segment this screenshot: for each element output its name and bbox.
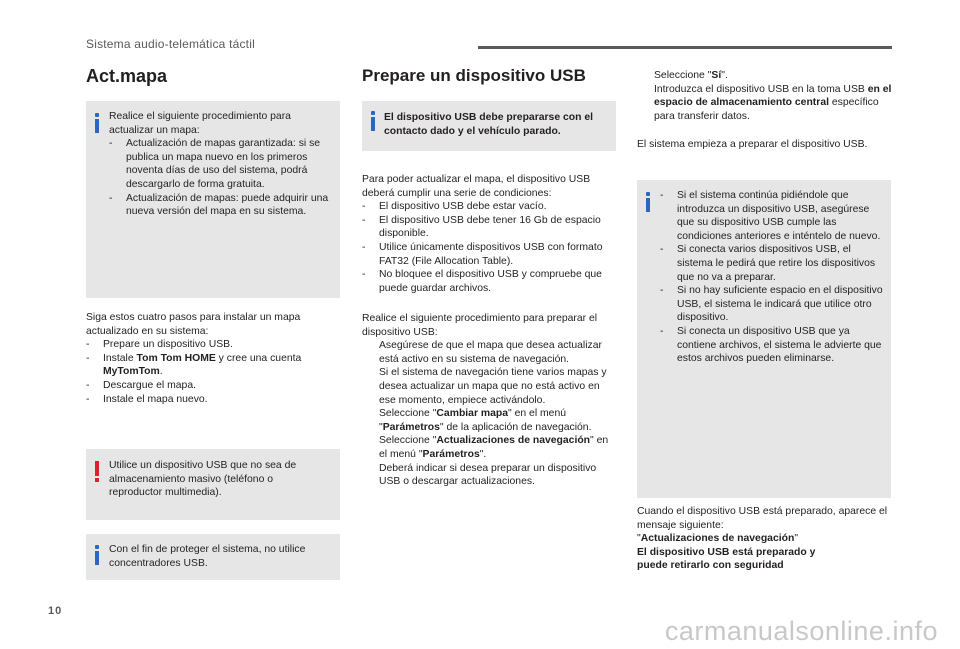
message-title: "Actualizaciones de navegación" — [637, 533, 799, 545]
info-box-usb-prepare — [362, 101, 616, 151]
info-box-troubleshooting — [637, 180, 891, 498]
list-item: - Instale Tom Tom HOME y cree una cuenta MyTomTom. — [86, 352, 302, 378]
list-item: - Actualización de mapas: puede adquirir una nueva versión del mapa en su sistema. — [109, 192, 329, 218]
ready-message-block — [637, 505, 893, 573]
paragraph: Para poder actualizar el mapa, el dispositivo USB deberá cumplir una serie de condiciones: — [362, 174, 591, 199]
list-item: - Si no hay suficiente espacio en el dispositivo USB, el sistema le indicará que utilice otro dispositivo. — [660, 285, 883, 324]
list-item: - Descargue el mapa. — [86, 379, 196, 391]
page-number: 10 — [48, 605, 63, 617]
section-heading-act-mapa: Act.mapa — [86, 66, 168, 86]
usb-steps-continued — [637, 69, 893, 123]
warning-box — [86, 449, 340, 520]
info-box-intro: Realice el siguiente procedimiento para actualizar un mapa: — [109, 111, 291, 136]
list-item: Asegúrese de que el mapa que desea actualizar está activo en su sistema de navegación. — [379, 340, 602, 365]
list-item: Deberá indicar si desea preparar un dispositivo USB o descargar actualizaciones. — [379, 462, 597, 488]
list-item: Seleccione "Actualizaciones de navegación" en el menú "Parámetros". — [379, 435, 609, 460]
watermark: carmanualsonline.info — [664, 616, 938, 646]
section-heading-prepare-usb: Prepare un dispositivo USB — [362, 66, 586, 85]
message-line: El dispositivo USB está preparado y — [637, 546, 816, 558]
list-item: - Si el sistema continúa pidiéndole que introduzca un dispositivo USB, asegúrese que su dispositivo USB cumple las condiciones anteriores e inténtelo de nuevo. — [660, 190, 881, 242]
info-text: Con el fin de proteger el sistema, no utilice concentradores USB. — [109, 544, 306, 569]
list-item: - Instale el mapa nuevo. — [86, 393, 208, 405]
header-rule — [478, 46, 892, 49]
list-item: - Si conecta un dispositivo USB que ya contiene archivos, el sistema le advierte que estos archivos pueden eliminarse. — [660, 325, 882, 365]
paragraph: Cuando el dispositivo USB está preparado, aparece el mensaje siguiente: — [637, 506, 888, 531]
info-text: El dispositivo USB debe prepararse con el contacto dado y el vehículo parado. — [384, 112, 594, 137]
list-item: - El dispositivo USB debe tener 16 Gb de espacio disponible. — [362, 214, 601, 240]
list-item: - Prepare un dispositivo USB. — [86, 339, 233, 351]
list-item: Seleccione "Cambiar mapa" en el menú "Parámetros" de la aplicación de navegación. — [379, 408, 592, 433]
list-item-continuation: Si el sistema de navegación tiene varios mapas y desea actualizar un mapa que no está activo en ese momento, empiece activándolo. — [379, 367, 607, 406]
info-box-usb-hubs — [86, 534, 340, 580]
steps-block — [86, 311, 340, 406]
info-box-map-update — [86, 101, 340, 298]
list-item: Introduzca el dispositivo USB en la toma USB en el espacio de almacenamiento central específico para transferir datos. — [654, 83, 892, 122]
list-item: - Si conecta varios dispositivos USB, el sistema le pedirá que retire los dispositivos que no va a preparar. — [660, 244, 876, 283]
warning-text: Utilice un dispositivo USB que no sea de almacenamiento masivo (teléfono o reproductor multimedia). — [109, 460, 297, 499]
message-line: puede retirarlo con seguridad — [637, 560, 784, 572]
paragraph: Realice el siguiente procedimiento para preparar el dispositivo USB: — [362, 313, 598, 338]
list-item: - El dispositivo USB debe estar vacío. — [362, 201, 547, 213]
usb-conditions-block — [362, 173, 618, 295]
paragraph: El sistema empieza a preparar el dispositivo USB. — [637, 139, 868, 150]
chapter-title: Sistema audio-telemática táctil — [86, 37, 255, 51]
list-item: Seleccione "Sí". — [654, 70, 728, 81]
list-item: - Utilice únicamente dispositivos USB con formato FAT32 (File Allocation Table). — [362, 241, 603, 267]
list-item: - No bloquee el dispositivo USB y compruebe que puede guardar archivos. — [362, 269, 602, 294]
usb-procedure-block — [362, 312, 618, 489]
steps-intro: Siga estos cuatro pasos para instalar un mapa actualizado en su sistema: — [86, 312, 301, 337]
list-item: - Actualización de mapas garantizada: si se publica un mapa nuevo en los primeros noventa días de uso del sistema, podrá descargarlo de forma gratuita. — [109, 138, 321, 190]
